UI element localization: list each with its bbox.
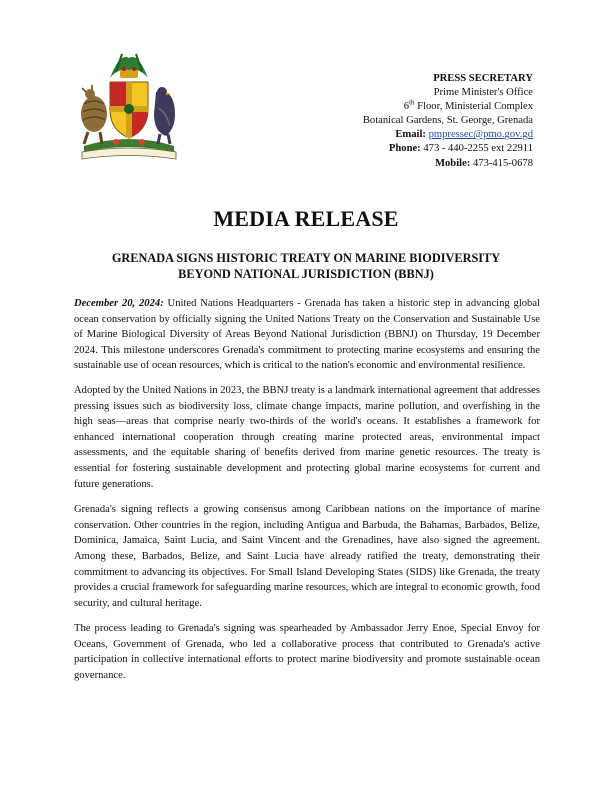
- dateline: December 20, 2024:: [74, 298, 164, 309]
- floor-suffix: th: [409, 98, 415, 107]
- mobile-number: 473-415-0678: [472, 157, 533, 169]
- subtitle-line-1: GRENADA SIGNS HISTORIC TREATY ON MARINE BIODIVERSITY: [111, 251, 501, 265]
- email-label: Email:: [395, 129, 426, 141]
- contact-block: [233, 72, 533, 171]
- document-title: MEDIA RELEASE: [213, 206, 399, 231]
- email-link[interactable]: pmpressec@pmo.gov.gd: [428, 129, 533, 141]
- phone-label: Phone:: [388, 143, 421, 155]
- grenada-coat-of-arms-logo: [70, 48, 188, 166]
- body-paragraph-1: [74, 296, 540, 374]
- department-name: Prime Minister's Office: [433, 87, 533, 99]
- paragraph-1-text: United Nations Headquarters - Grenada has taken a historic step in advancing global ocean conservation by officially signing the United Nations Treaty on the Conservation and Sustainable Use of Marine Biological Diversity of Areas Beyond National Jurisdiction (BBNJ) on Thursday, 19 December 2024. This milestone underscores Grenada's commitment to protecting marine ecosystems and ensuring the sustainable use of ocean resources, which is critical to the nation's economic and environmental resilience.: [74, 298, 541, 372]
- subtitle-line-2: BEYOND NATIONAL JURISDICTION (BBNJ): [178, 267, 434, 282]
- body-paragraph-2: Adopted by the United Nations in 2023, the BBNJ treaty is a landmark international agreement that addresses pressing issues such as biodiversity loss, climate change impacts, marine pollution, and overfishing in the high seas—areas that comprise nearly two-thirds of the world's oceans. It establishes a framework for enhanced international cooperation through creating marine protected areas, environmental impact assessments, and the equitable sharing of benefits derived from marine genetic resources. The treaty is essential for fostering sustainable development and protecting global marine ecosystems for current and future generations.: [74, 384, 540, 490]
- body-paragraph-3: Grenada's signing reflects a growing consensus among Caribbean nations on the importance of marine conservation. Other countries in the region, including Antigua and Barbuda, the Bahamas, Barbados, Belize, Dominica, Jamaica, Saint Lucia, and Saint Vincent and the Grenadines, have also signed the agreement. Among these, Barbados, Belize, and Saint Lucia have already ratified the treaty, demonstrating their commitment to advancing its objectives. For Small Island Developing States (SIDS) like Grenada, the treaty provides a crucial framework for safeguarding marine resources, which are integral to economic growth, food security, and cultural heritage.: [74, 504, 540, 609]
- mobile-line: [233, 157, 533, 171]
- mobile-label: Mobile:: [435, 157, 471, 169]
- floor-line: [233, 100, 533, 114]
- email-line: [233, 128, 533, 142]
- document-subtitle: [60, 250, 552, 283]
- phone-number: 473 - 440-2255 ext 22911: [423, 143, 533, 155]
- address-line: Botanical Gardens, St. George, Grenada: [362, 115, 533, 127]
- release-body: [74, 296, 540, 694]
- floor-rest: Floor, Ministerial Complex: [414, 101, 533, 113]
- phone-line: [233, 142, 533, 156]
- floor-number: 6: [403, 101, 410, 113]
- coat-of-arms-graphic: [70, 48, 188, 166]
- body-paragraph-4: The process leading to Grenada's signing was spearheaded by Ambassador Jerry Enoe, Special Envoy for Oceans, Government of Grenada, who led a collaborative process that contributed to Grenada's active participation in collective international efforts to protect marine biodiversity and promote sustainable ocean governance.: [74, 623, 540, 682]
- office-title: PRESS SECRETARY: [433, 73, 533, 84]
